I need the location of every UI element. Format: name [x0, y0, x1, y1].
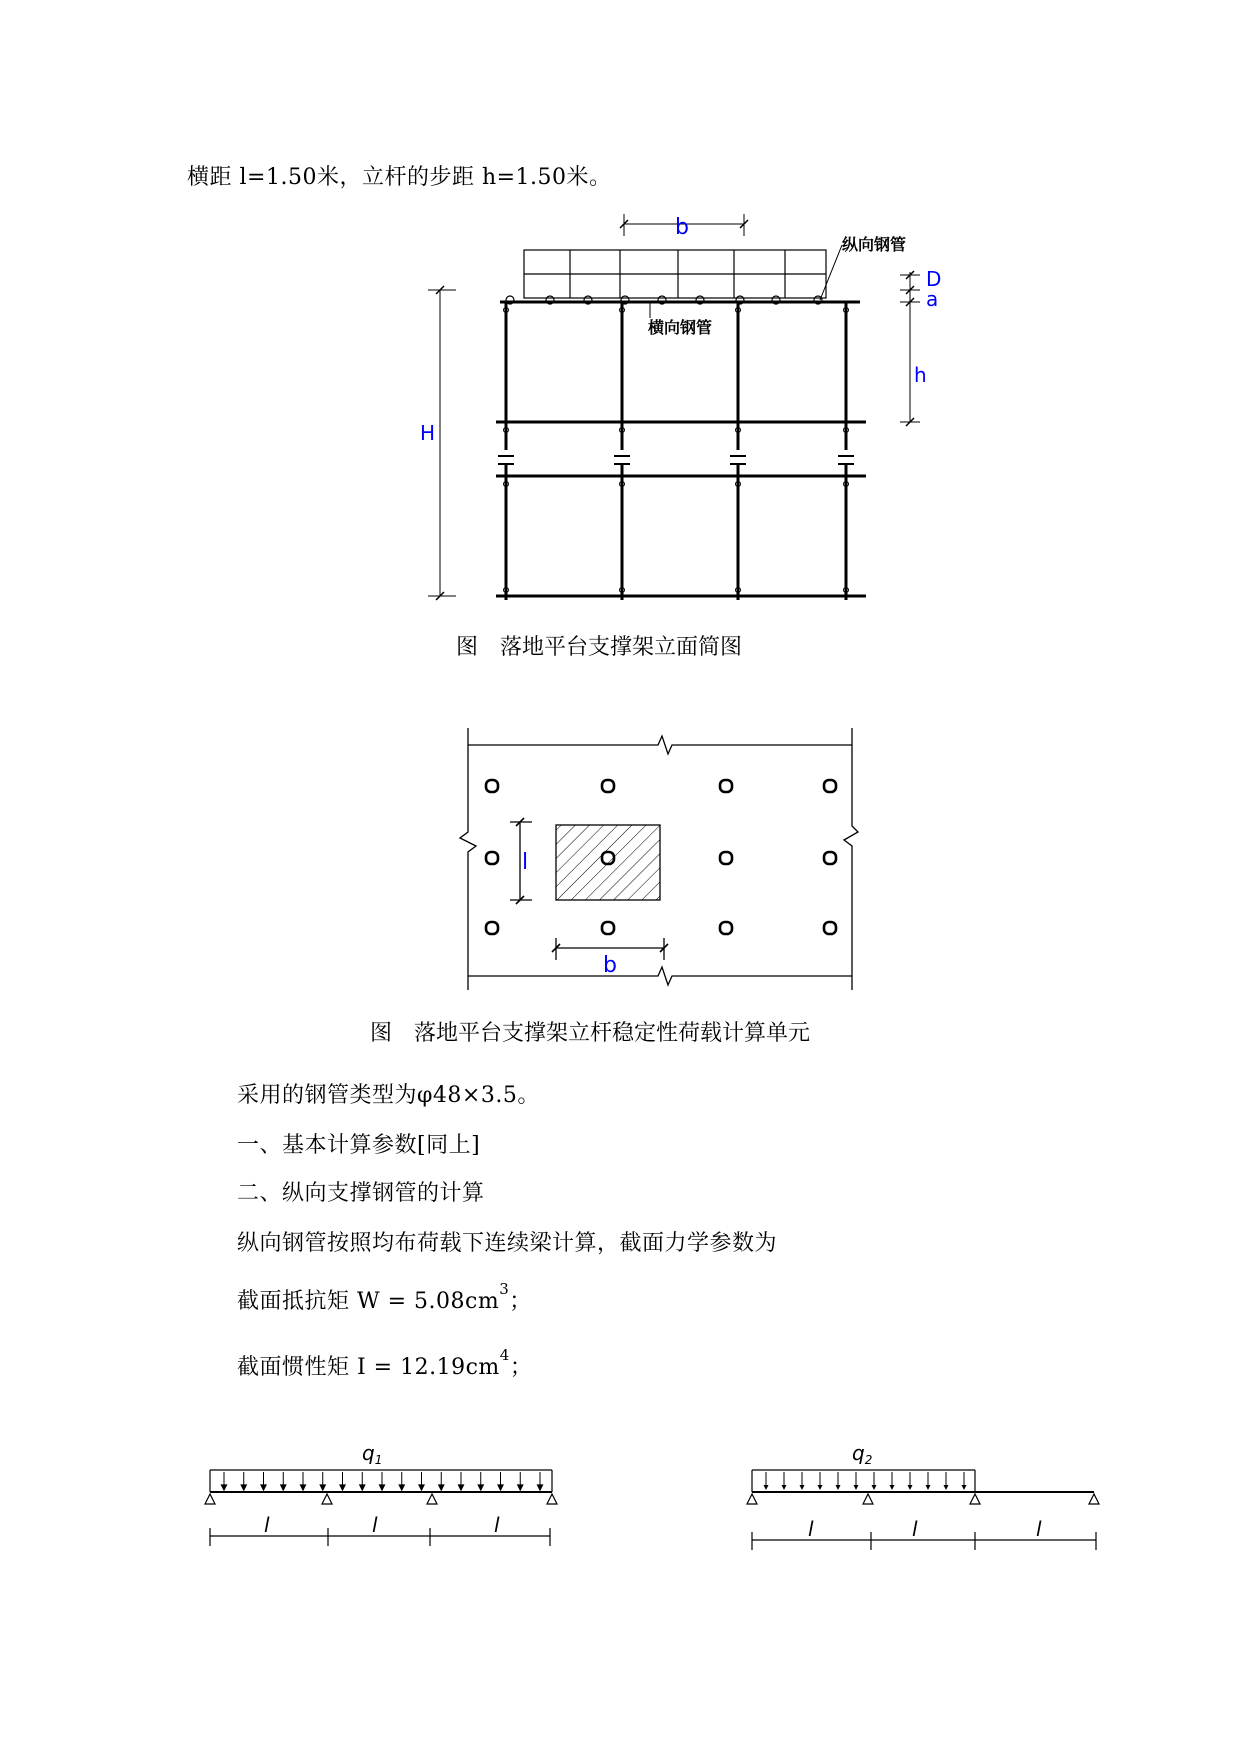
beam1-q-subscript: 1	[374, 1453, 383, 1467]
load-arrow-head	[320, 1485, 325, 1490]
beam1-span3-label: l	[494, 1513, 500, 1537]
plan-label-l: l	[522, 850, 529, 875]
load-arrow-head	[439, 1485, 444, 1490]
load-arrow-head	[261, 1485, 266, 1490]
load-arrow-head	[782, 1485, 787, 1490]
load-arrow-head	[854, 1485, 859, 1490]
section-modulus-text: 截面抵抗矩 W = 5.08cm	[237, 1289, 500, 1314]
load-arrow-head	[538, 1485, 543, 1490]
section-modulus-suffix: ；	[509, 1289, 532, 1314]
load-arrow-head	[340, 1485, 345, 1490]
beam2-span3-label: l	[1036, 1517, 1042, 1541]
load-arrow-head	[764, 1485, 769, 1490]
load-arrow-head	[360, 1485, 365, 1490]
beam2-q: q	[852, 1441, 865, 1465]
section1-heading: 一、基本计算参数[同上]	[237, 1133, 481, 1158]
figure2-caption: 图 落地平台支撑架立杆稳定性荷载计算单元	[370, 1021, 811, 1046]
load-arrow-head	[498, 1485, 503, 1490]
load-arrow-head	[518, 1485, 523, 1490]
pipe-type-line: 采用的钢管类型为φ48×3.5。	[237, 1083, 540, 1108]
figure1-caption: 图 落地平台支撑架立面简图	[456, 635, 743, 660]
load-arrow-head	[872, 1485, 877, 1490]
beam1-span1-label: l	[264, 1513, 270, 1537]
beam2-q-subscript: 2	[864, 1453, 873, 1467]
load-arrow-head	[419, 1485, 424, 1490]
load-arrow-head	[800, 1485, 805, 1490]
load-arrow-head	[818, 1485, 823, 1490]
load-arrow-head	[281, 1485, 286, 1490]
moment-of-inertia-text: 截面惯性矩 I = 12.19cm	[237, 1355, 500, 1380]
beam1-load-label	[362, 1441, 382, 1467]
load-arrow-head	[890, 1485, 895, 1490]
load-arrow-head	[836, 1485, 841, 1490]
plan-label-b: b	[603, 953, 617, 978]
load-arrow-head	[908, 1485, 913, 1490]
load-arrow-head	[962, 1485, 967, 1490]
label-a: a	[926, 287, 939, 311]
description-line: 纵向钢管按照均布荷载下连续梁计算，截面力学参数为	[237, 1231, 778, 1256]
intro-line: 横距 l=1.50米，立杆的步距 h=1.50米。	[187, 165, 612, 190]
label-D: D	[926, 267, 942, 291]
beam1-q: q	[362, 1441, 375, 1465]
section2-heading: 二、纵向支撑钢管的计算	[237, 1181, 485, 1206]
load-arrow-head	[380, 1485, 385, 1490]
moment-of-inertia-suffix: ；	[509, 1355, 533, 1380]
load-arrow-head	[399, 1485, 404, 1490]
beam2-span1-label: l	[808, 1517, 814, 1541]
moment-of-inertia-exponent: 4	[499, 1346, 510, 1364]
load-arrow-head	[301, 1485, 306, 1490]
label-b: b	[675, 215, 689, 240]
beam2-span2-label: l	[912, 1517, 918, 1541]
beam2-load-label	[852, 1441, 872, 1467]
section-modulus-exponent: 3	[499, 1280, 510, 1298]
load-arrow-head	[478, 1485, 483, 1490]
load-arrow-head	[241, 1485, 246, 1490]
load-arrow-head	[459, 1485, 464, 1490]
load-arrow-head	[926, 1485, 931, 1490]
beam1-span2-label: l	[372, 1513, 378, 1537]
label-h: h	[914, 363, 927, 387]
label-H: H	[420, 421, 436, 445]
load-arrow-head	[222, 1485, 227, 1490]
load-arrow-head	[944, 1485, 949, 1490]
label-longitudinal-pipe: 纵向钢管	[842, 235, 907, 254]
label-transverse-pipe: 横向钢管	[648, 318, 713, 337]
